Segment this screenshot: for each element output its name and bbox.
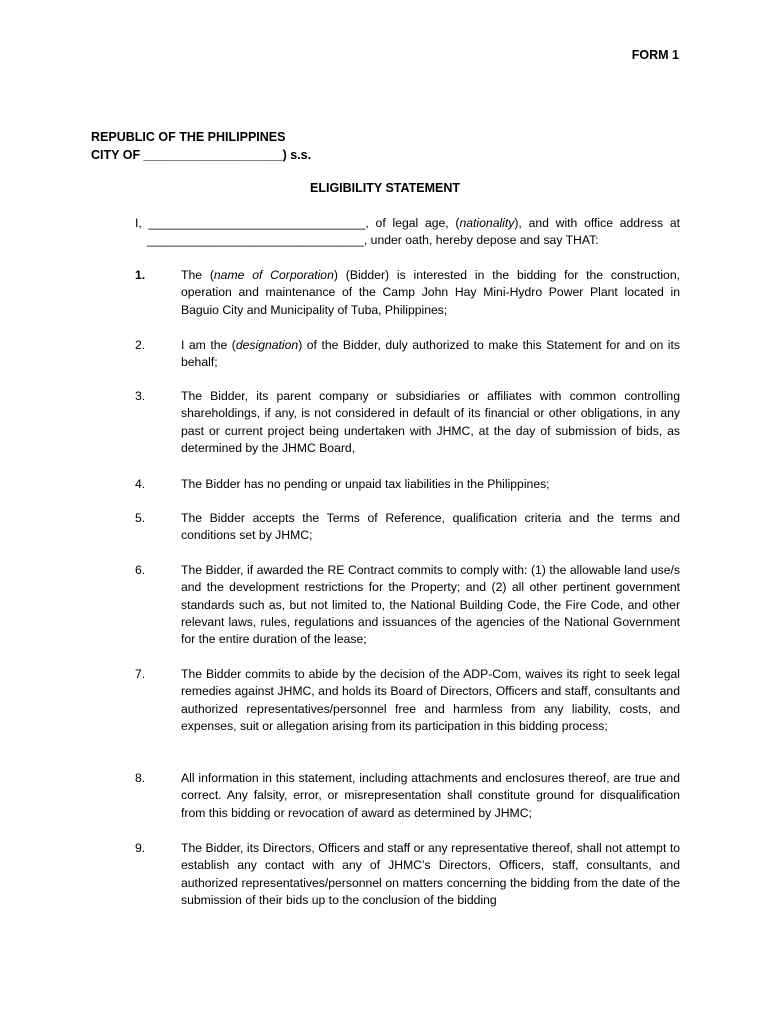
- item-number: 1.: [135, 268, 146, 282]
- item-text: The Bidder, its Directors, Officers and staff or any representative thereof, shall not attempt to establish any contact with any of JHMC’s Directors, Officers, staff, consultants, and authorized representatives/personnel on matters concerning the bidding from the date of the submission of their bids up to the conclusion of the bidding: [181, 841, 680, 907]
- item-text: The Bidder has no pending or unpaid tax liabilities in the Philippines;: [181, 477, 550, 491]
- item-text: The Bidder accepts the Terms of Reference, qualification criteria and the terms and conditions set by JHMC;: [181, 511, 680, 543]
- republic-line: REPUBLIC OF THE PHILIPPINES: [91, 130, 286, 144]
- item-text: The Bidder, its parent company or subsidiaries or affiliates with common controlling shareholdings, if any, is not considered in default of its financial or other obligations, in any past or current project being undertaken with JHMC, at the day of submission of bids, as determined by the JHMC Board,: [181, 389, 680, 455]
- item-number: 9.: [135, 841, 146, 855]
- item-text: The Bidder, if awarded the RE Contract commits to comply with: (1) the allowable land use/s and the development restrictions for the Property; and (2) all other pertinent government standards such as, but not limited to, the National Building Code, the Fire Code, and other relevant laws, rules, regulations and issuances of the agencies of the National Government for the entire duration of the lease;: [181, 563, 680, 647]
- item-number: 5.: [135, 511, 146, 525]
- item-number: 2.: [135, 338, 146, 352]
- item-text: The (name of Corporation) (Bidder) is interested in the bidding for the construction, operation and maintenance of the Camp John Hay Mini-Hydro Power Plant located in Baguio City and Municipality of Tuba, Philippines;: [181, 268, 680, 317]
- item-number: 6.: [135, 563, 146, 577]
- intro-paragraph: [135, 215, 680, 250]
- item-text: All information in this statement, including attachments and enclosures thereof, are true and correct. Any falsity, error, or misrepresentation shall constitute ground for disqualification from this bidding or revocation of award as determined by JHMC;: [181, 771, 680, 820]
- item-number: 8.: [135, 771, 146, 785]
- item-number: 7.: [135, 667, 146, 681]
- item-text: The Bidder commits to abide by the decision of the ADP-Com, waives its right to seek legal remedies against JHMC, and holds its Board of Directors, Officers and staff, consultants and authorized representatives/personnel free and harmless from any liability, costs, and expenses, suit or allegation arising from its participation in this bidding process;: [181, 667, 680, 733]
- item-number: 3.: [135, 389, 146, 403]
- intro-line-1: I, ________________________________, of legal age, (nationality), and with office address at: [135, 216, 680, 230]
- item-text: I am the (designation) of the Bidder, duly authorized to make this Statement for and on its behalf;: [181, 338, 680, 370]
- city-line: CITY OF ____________________) s.s.: [91, 147, 312, 162]
- item-number: 4.: [135, 477, 146, 491]
- document-title: ELIGIBILITY STATEMENT: [310, 181, 460, 195]
- intro-line-2: ________________________________, under oath, hereby depose and say THAT:: [147, 233, 599, 248]
- form-number: FORM 1: [631, 48, 679, 62]
- venue-header: [91, 129, 311, 164]
